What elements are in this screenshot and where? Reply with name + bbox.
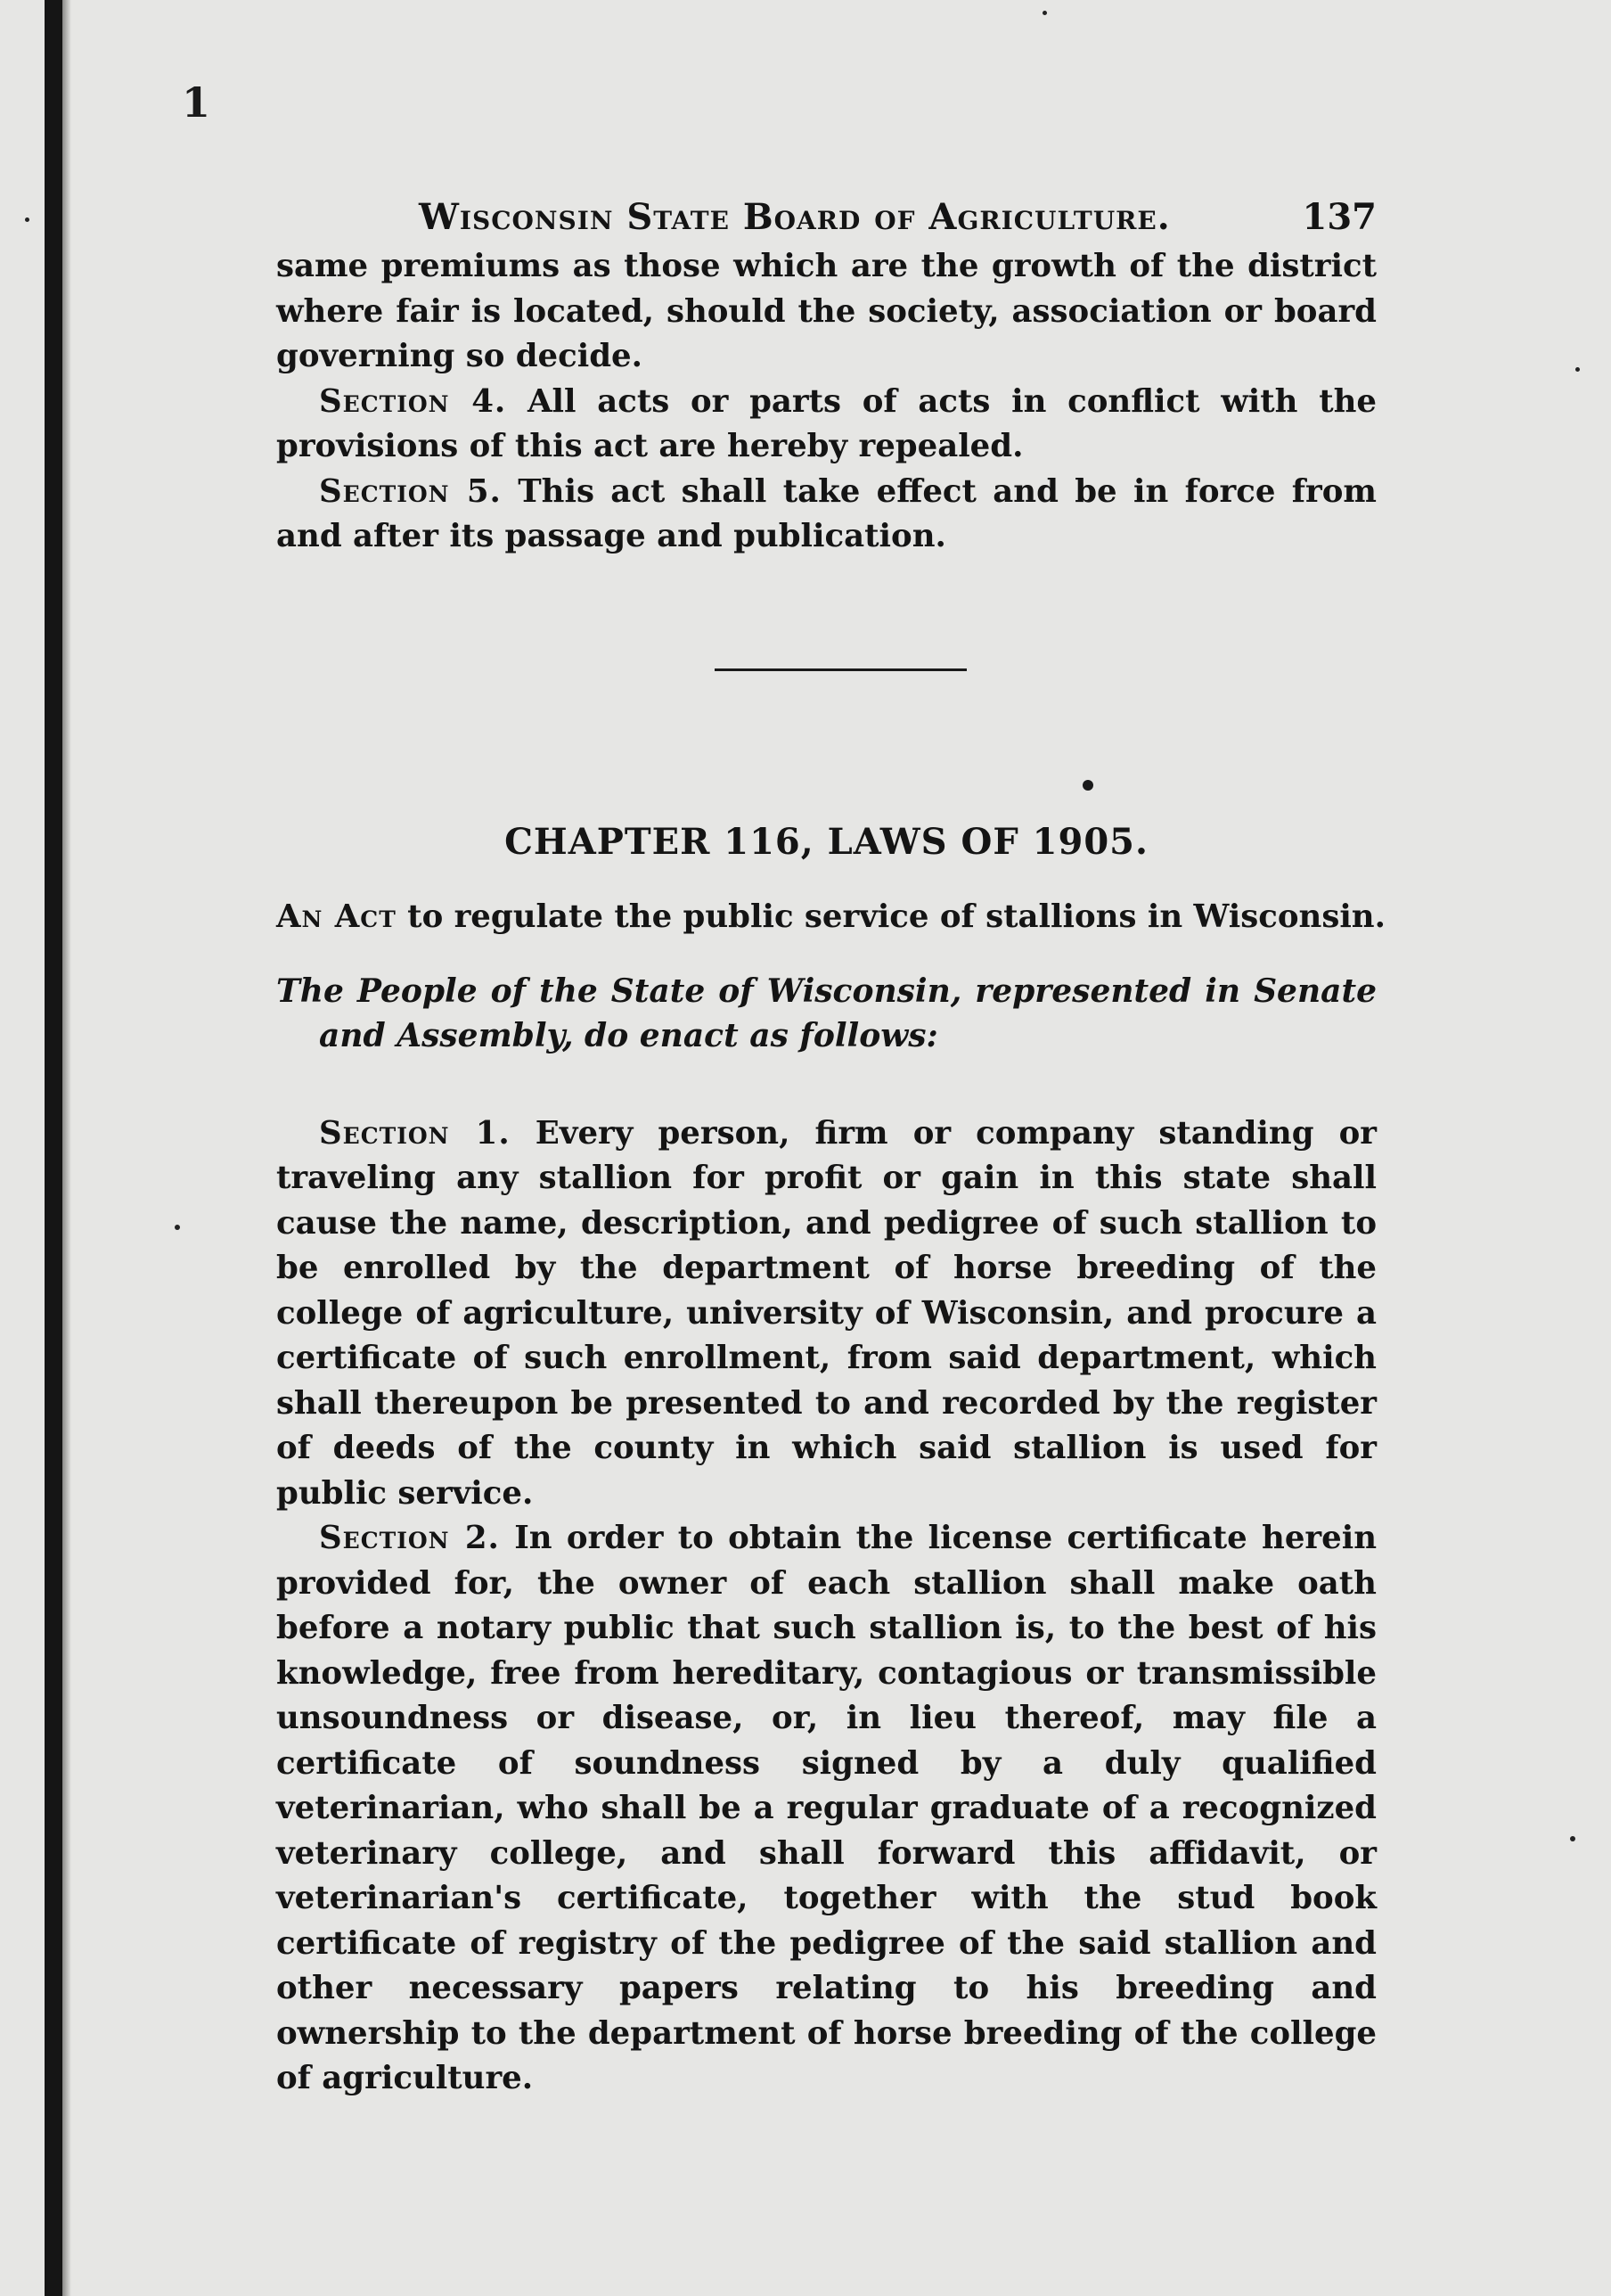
act-title xyxy=(276,898,1386,935)
section-text: In order to obtain the license certificate herein provided for, the owner of each stallion shall make oath before a notary public that such stallion is, to the best of his knowledge, free from hereditary, contagious or transmissible unsoundness or disease, or, in lieu thereof, may file a certificate of soundness signed by a duly qualified veterinarian, who shall be a regular graduate of a recognized veterinary college, and shall forward this affidavit, or veterinarian's certificate, together with the stud book certificate of registry of the pedigree of the said stallion and other necessary papers relating to his breeding and ownership to the department of horse breeding of the college of agriculture. xyxy=(276,1520,1378,2096)
chapter-heading: CHAPTER 116, LAWS OF 1905. xyxy=(504,820,1149,863)
section-label: Section 5. xyxy=(319,472,502,510)
section-label: Section 4. xyxy=(319,382,507,420)
speck xyxy=(25,217,29,222)
section-text: All acts or parts of acts in conflict with the provisions of this act are hereby repealed. xyxy=(276,382,1377,464)
book-spine-shadow xyxy=(45,0,62,2296)
section-4-paragraph xyxy=(276,380,1377,470)
speck xyxy=(175,1225,180,1230)
act-label: An Act xyxy=(276,898,397,935)
speck xyxy=(1570,1836,1575,1841)
section-text: This act shall take effect and be in force from and after its passage and publication. xyxy=(276,472,1377,554)
continuation-paragraph: same premiums as those which are the growth of the district where fair is located, should the society, association or board governing so decide. xyxy=(276,248,1377,374)
speck xyxy=(1043,11,1047,15)
section-label: Section 1. xyxy=(319,1114,511,1152)
section-2-paragraph xyxy=(276,1516,1377,2102)
speck xyxy=(1575,367,1580,372)
running-head-title: Wisconsin State Board of Agriculture. xyxy=(419,196,1171,238)
enacting-clause: The People of the State of Wisconsin, represented in Senate and Assembly, do enact as follows: xyxy=(276,972,1377,1054)
section-label: Section 2. xyxy=(319,1520,500,1556)
page-number: 137 xyxy=(1302,196,1377,238)
gutter-shading xyxy=(62,0,71,2296)
running-head xyxy=(276,187,1377,244)
act-title-text: to regulate the public service of stallions in Wisconsin. xyxy=(407,898,1386,935)
section-1-paragraph xyxy=(276,1111,1377,1517)
section-text: Every person, firm or company standing or traveling any stallion for profit or gain in this state shall cause the name, description, and pedigree of such stallion to be enrolled by the department of horse breeding of the college of agriculture, university of Wisconsin, and procure a certificate of such enrollment, from said department, which shall thereupon be presented to and recorded by the register of deeds of the county in which said stallion is used for public service. xyxy=(276,1114,1377,1512)
section-5-paragraph xyxy=(276,470,1377,560)
margin-mark: 1 xyxy=(182,78,211,127)
book-page xyxy=(276,187,1386,2102)
section-divider-rule xyxy=(715,668,967,671)
stray-dot xyxy=(1083,780,1093,791)
